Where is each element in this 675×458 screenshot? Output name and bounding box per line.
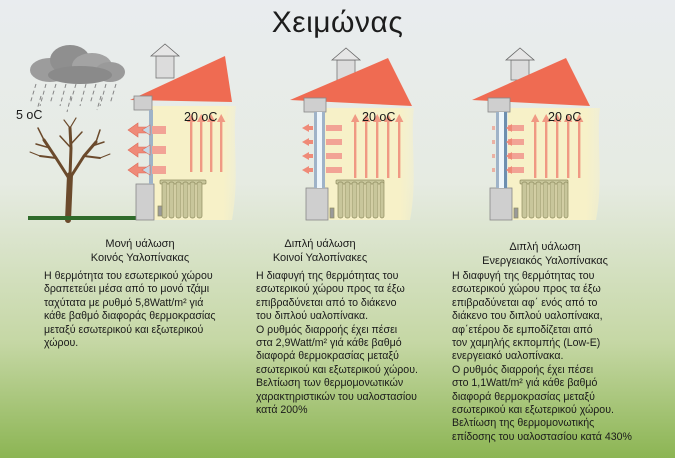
wall-section-upper — [134, 96, 152, 110]
panel-2-text-line: Ο ρυθμός διαρροής έχει πέσει — [256, 323, 398, 336]
panel-3-description — [452, 270, 672, 444]
panel-2-text-line: του διπλού υαλοπίνακα. — [256, 310, 369, 323]
window-gap — [499, 112, 504, 188]
panel-2-description — [256, 270, 456, 417]
indoor-temperature-label-3: 20 oC — [548, 110, 582, 124]
panel-2-text-line: εσωτερικού χώρου προς τα έξω — [256, 283, 405, 296]
panel-3-text-line: επιβραδύνεται αφ΄ ενός από το — [452, 296, 598, 309]
window-gap — [317, 112, 322, 188]
wall-section-lower — [490, 188, 512, 220]
panel-3-text-line: Βελτίωση της θερμομονωτικής — [452, 417, 595, 430]
indoor-temperature-label-2: 20 oC — [362, 110, 396, 124]
wall-section-lower — [136, 184, 154, 220]
panel-1-caption — [60, 237, 220, 265]
panel-3-text-line: διαφορά θερμοκρασίας μεταξύ — [452, 390, 595, 403]
panel-3-text-line: τον χαμηλής εκπομπής (Low-E) — [452, 337, 601, 350]
panel-1-text-line: Η θερμότητα του εσωτερικού χώρου — [44, 270, 213, 282]
panel-3-text-line: Η διαφυγή της θερμότητας του — [452, 270, 595, 282]
window-pane-outer — [314, 112, 317, 188]
panel-3-text-line: στο 1,1Watt/m² γιά κάθε βαθμό — [452, 377, 598, 390]
panel-2-text-line: Η διαφυγή της θερμότητας του — [256, 270, 399, 282]
panel-3-text-line: εσωτερικού χώρου προς τα έξω — [452, 283, 601, 296]
panel-3-caption — [455, 240, 635, 268]
panel-3-caption-line: Ενεργειακός Υαλοπίνακας — [482, 255, 608, 267]
panel-2-text-line: στα 2,9Watt/m² γιά κάθε βαθμό — [256, 337, 402, 350]
panel-1-text-line: κάθε βαθμό διαφοράς θερμοκρασίας — [44, 310, 216, 323]
outdoor-temperature-label: 5 oC — [16, 108, 43, 122]
house-single-glazing — [128, 44, 236, 220]
panel-2-text-line: Βελτίωση των θερμομονωτικών — [256, 377, 404, 390]
page-title: Χειμώνας — [271, 6, 404, 39]
panel-1-description — [44, 270, 244, 350]
window-pane-low-e — [504, 112, 507, 188]
indoor-temperature-label-1: 20 oC — [184, 110, 218, 124]
panel-1-text-line: δραπετεύει μέσα από το μονό τζάμι — [44, 283, 210, 296]
rain-icon — [30, 84, 116, 112]
chimney-cap — [332, 48, 360, 60]
wall-section-upper — [488, 98, 510, 112]
panel-2-text-line: εσωτερικού και εξωτερικού χώρου. — [256, 363, 418, 376]
panel-2-text-line: διαφορά θερμοκρασίας μεταξύ — [256, 350, 399, 363]
panel-3-text-line: εσωτερικού και εξωτερικού χώρου. — [452, 404, 614, 417]
panel-2-caption-line: Διπλή υάλωση — [284, 238, 356, 250]
chimney-cap — [151, 44, 179, 56]
panel-2-caption-line: Κοινοί Υαλοπίνακες — [272, 252, 368, 264]
heat-escape-arrows — [128, 123, 166, 177]
panel-3-text-line: Ο ρυθμός διαρροής έχει πέσει — [452, 363, 594, 376]
bare-tree-icon — [30, 118, 110, 220]
panel-3-text-line: επίδοσης του υαλοστασίου κατά 430% — [452, 430, 632, 443]
house-roof — [130, 56, 232, 102]
window-pane-inner — [322, 112, 325, 188]
panel-3-caption-line: Διπλή υάλωση — [509, 241, 581, 253]
radiator-icon — [330, 180, 384, 218]
panel-3-text-line: ενεργειακό υαλοπίνακα. — [452, 350, 564, 363]
chimney — [156, 56, 174, 78]
panel-1-caption-line: Μονή υάλωση — [105, 238, 175, 250]
panel-1-text-line: μεταξύ εσωτερικού και εξωτερικού — [44, 323, 204, 336]
rain-cloud-icon — [30, 45, 125, 84]
wall-section-upper — [304, 98, 326, 112]
chimney-cap — [506, 48, 534, 60]
window-pane-outer — [496, 112, 499, 188]
panel-3-text-line: αφ΄ετέρου δε εμποδίζεται από — [452, 323, 593, 336]
house-double-glazing — [290, 48, 414, 220]
wall-section-lower — [306, 188, 328, 220]
house-low-e-glazing — [472, 48, 600, 220]
panel-1-text-line: ταχύτατα με ρυθμό 5,8Watt/m² γιά — [44, 296, 204, 309]
panel-2-text-line: χαρακτηριστικών του υαλοστασίου — [256, 390, 417, 403]
radiator-icon — [514, 180, 568, 218]
panel-1-caption-line: Κοινός Υαλοπίνακας — [90, 252, 190, 264]
panel-2-caption — [240, 237, 400, 265]
panel-2-text-line: επιβραδύνεται από το διάκενο — [256, 296, 397, 309]
panel-3-text-line: διάκενο του διπλού υαλοπίνακα, — [452, 310, 603, 323]
panel-2-text-line: κατά 200% — [256, 404, 308, 417]
ground-strip — [28, 216, 140, 220]
panel-1-text-line: χώρου. — [44, 337, 79, 350]
